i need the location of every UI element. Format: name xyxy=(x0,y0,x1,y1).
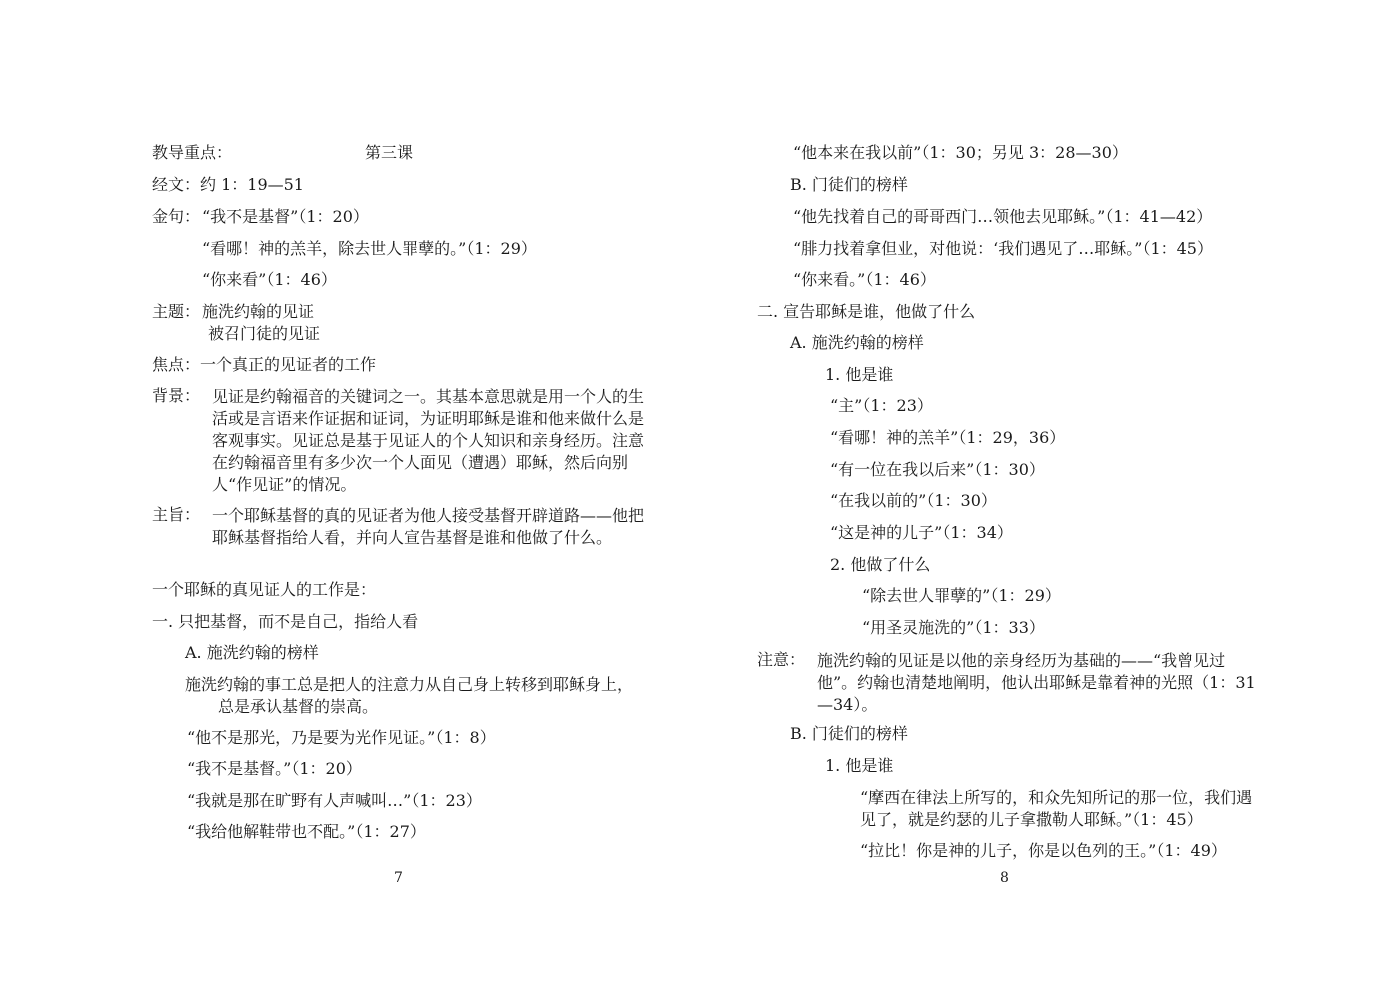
note-text: 施洗约翰的见证是以他的亲身经历为基础的——“我曾见过他”。约翰也清楚地阐明，他认出耶稣是靠着神的光照（1：31—34）。 xyxy=(817,651,1256,714)
paragraph-line: 施洗约翰的事工总是把人的注意力从自己身上转移到耶稣身上， xyxy=(185,675,634,694)
quote-line: “他本来在我以前”（1：30；另见 3：28—30） xyxy=(793,143,1128,162)
memory-verse-label: 金句： xyxy=(152,207,201,226)
point-one: 一. 只把基督，而不是自己，指给人看 xyxy=(152,612,419,631)
intro-line: 一个耶稣的真见证人的工作是： xyxy=(152,580,377,599)
lesson-title: 第三课 xyxy=(365,143,414,162)
point-one-a: A. 施洗约翰的榜样 xyxy=(185,643,319,662)
scripture-line: 经文：约 1：19—51 xyxy=(152,175,304,194)
quote-line: “在我以前的”（1：30） xyxy=(830,491,997,510)
quote-line: “用圣灵施洗的”（1：33） xyxy=(862,618,1045,637)
theme-label: 主题： xyxy=(152,302,201,321)
sub-heading: 1. 他是谁 xyxy=(825,756,894,775)
note-label: 注意： xyxy=(757,650,806,669)
background-label: 背景： xyxy=(152,386,201,405)
quote-line: “我不是基督。”（1：20） xyxy=(187,759,362,778)
sub-heading: 1. 他是谁 xyxy=(825,365,894,384)
section-b-heading: B. 门徒们的榜样 xyxy=(790,175,908,194)
quote-line: “主”（1：23） xyxy=(830,396,933,415)
theme-item: 施洗约翰的见证 xyxy=(202,302,315,321)
quote-line: “有一位在我以后来”（1：30） xyxy=(830,460,1045,479)
purpose-label: 主旨： xyxy=(152,505,201,524)
theme-item: 被召门徒的见证 xyxy=(208,324,321,343)
quote-line: “你来看。”（1：46） xyxy=(793,270,936,289)
memory-verse: “看哪！神的羔羊，除去世人罪孽的。”（1：29） xyxy=(202,239,537,258)
sub-heading: 2. 他做了什么 xyxy=(830,555,931,574)
quote-line: “除去世人罪孽的”（1：29） xyxy=(862,586,1061,605)
right-page xyxy=(700,0,1400,989)
quote-line: “这是神的儿子”（1：34） xyxy=(830,523,1013,542)
quote-line: “我给他解鞋带也不配。”（1：27） xyxy=(187,822,426,841)
teaching-focus-label: 教导重点： xyxy=(152,143,233,162)
page-number: 7 xyxy=(394,870,403,886)
purpose-text: 一个耶稣基督的真的见证者为他人接受基督开辟道路——他把耶稣基督指给人看，并向人宣告基督是谁和他做了什么。 xyxy=(212,506,645,547)
background-text: 见证是约翰福音的关键词之一。其基本意思就是用一个人的生活或是言语来作证据和证词，为证明耶稣是谁和他来做什么是客观事实。见证总是基于见证人的个人知识和亲身经历。注意在约翰福音里有多少次一个人面见（遭遇）耶稣，然后向别人“作见证”的情况。 xyxy=(212,387,645,494)
memory-verse: “我不是基督”（1：20） xyxy=(202,207,369,226)
section-b-heading: B. 门徒们的榜样 xyxy=(790,724,908,743)
memory-verse: “你来看”（1：46） xyxy=(202,270,337,289)
quote-line: “腓力找着拿但业，对他说：‘我们遇见了…耶稣。”（1：45） xyxy=(793,239,1213,258)
focus-line: 焦点：一个真正的见证者的工作 xyxy=(152,355,377,374)
quote-line: “拉比！你是神的儿子，你是以色列的王。”（1：49） xyxy=(860,841,1227,860)
point-two: 二. 宣告耶稣是谁，他做了什么 xyxy=(757,302,976,321)
quote-line: “我就是那在旷野有人声喊叫…”（1：23） xyxy=(187,791,482,810)
quote-line: “他先找着自己的哥哥西门…领他去见耶稣。”（1：41—42） xyxy=(793,207,1213,226)
quote-line: “他不是那光，乃是要为光作见证。”（1：8） xyxy=(187,728,496,747)
paragraph-line: 总是承认基督的崇高。 xyxy=(218,697,379,716)
quote-paragraph: “摩西在律法上所写的，和众先知所记的那一位，我们遇见了，就是约瑟的儿子拿撒勒人耶稣。”（1：45） xyxy=(860,788,1253,829)
quote-line: “看哪！神的羔羊”（1：29，36） xyxy=(830,428,1066,447)
page-number: 8 xyxy=(1000,870,1009,886)
section-a-heading: A. 施洗约翰的榜样 xyxy=(790,333,924,352)
